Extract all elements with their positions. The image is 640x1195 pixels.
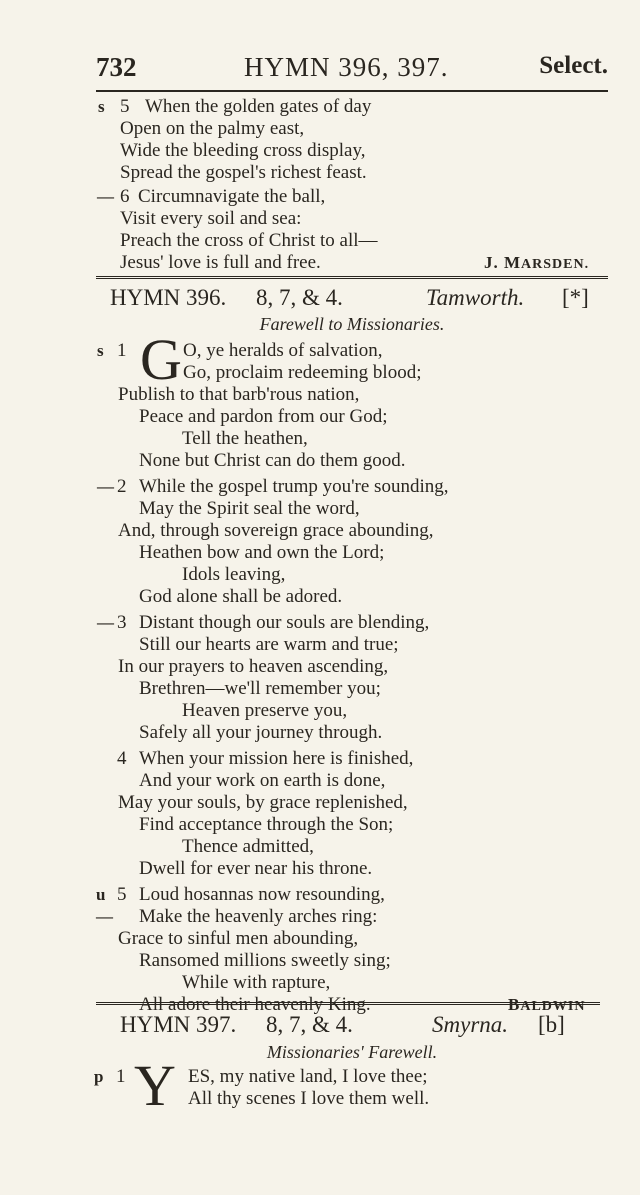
verse-line: While the gospel trump you're sounding,: [139, 476, 449, 497]
stanza-number: 1: [117, 340, 127, 361]
verse-line: Grace to sinful men abounding,: [118, 928, 359, 949]
verse-line: Loud hosannas now resounding,: [139, 884, 385, 905]
stanza-mark: —: [97, 477, 114, 496]
stanza-mark: —: [97, 613, 114, 632]
stanza-mark: u: [96, 885, 106, 904]
stanza-number: 4: [117, 748, 127, 769]
hymn-subtitle: Farewell to Missionaries.: [259, 314, 445, 334]
stanza-number: 5: [117, 884, 127, 905]
verse-line: O, ye heralds of salvation,: [183, 340, 383, 361]
verse-line: Wide the bleeding cross display,: [120, 140, 366, 161]
stanza-mark: s: [98, 97, 105, 116]
stanza-number: 5: [120, 96, 130, 117]
verse-line: When the golden gates of day: [145, 96, 372, 117]
hymn-divider: [96, 1002, 600, 1005]
verse-line: Jesus' love is full and free.: [120, 252, 321, 273]
verse-line: ES, my native land, I love thee;: [188, 1066, 428, 1087]
verse-line: And, through sovereign grace abounding,: [118, 520, 434, 541]
verse-line: Open on the palmy east,: [120, 118, 305, 139]
hymn-396-heading: [110, 285, 600, 315]
stanza-number: 6: [120, 186, 130, 207]
drop-cap: G: [140, 327, 182, 392]
verse-line: Circumnavigate the ball,: [138, 186, 326, 207]
hymn-mark: [b]: [538, 1012, 565, 1037]
verse-line: Heaven preserve you,: [182, 700, 348, 721]
running-title: HYMN 396, 397.: [244, 52, 449, 82]
stanza-number: 3: [117, 612, 127, 633]
stanza-mark: s: [97, 341, 104, 360]
verse-line: Brethren—we'll remember you;: [139, 678, 381, 699]
verse-line: Still our hearts are warm and true;: [139, 634, 399, 655]
verse-line: In our prayers to heaven ascending,: [118, 656, 389, 677]
author-initial: B: [508, 995, 521, 1014]
section-label: Select.: [539, 52, 608, 79]
verse-line: Dwell for ever near his throne.: [139, 858, 373, 879]
verse-line: All thy scenes I love them well.: [188, 1088, 430, 1109]
hymn-tune: Tamworth.: [426, 285, 525, 310]
hymn-subtitle: Missionaries' Farewell.: [266, 1042, 438, 1062]
verse-line: Peace and pardon from our God;: [139, 406, 388, 427]
verse-line: Preach the cross of Christ to all—: [120, 230, 378, 251]
head-rule: [96, 90, 608, 92]
verse-line: Find acceptance through the Son;: [139, 814, 394, 835]
stanza-mark-2: —: [96, 907, 113, 926]
verse-line: Ransomed millions sweetly sing;: [139, 950, 391, 971]
verse-line: Distant though our souls are blending,: [139, 612, 430, 633]
verse-line: Make the heavenly arches ring:: [139, 906, 378, 927]
stanza-number: 2: [117, 476, 127, 497]
verse-line: Visit every soil and sea:: [120, 208, 302, 229]
drop-cap: Y: [134, 1053, 176, 1118]
verse-line: None but Christ can do them good.: [139, 450, 406, 471]
verse-line: May the Spirit seal the word,: [139, 498, 360, 519]
verse-line: May your souls, by grace replenished,: [118, 792, 408, 813]
verse-line: Safely all your journey through.: [139, 722, 383, 743]
verse-line: Tell the heathen,: [182, 428, 308, 449]
author-credit: [484, 252, 589, 276]
hymn-meter: 8, 7, & 4.: [266, 1012, 353, 1037]
verse-line: Go, proclaim redeeming blood;: [183, 362, 422, 383]
author-initial: J. M: [484, 253, 522, 272]
hymn-mark: [*]: [562, 285, 589, 310]
running-head: [96, 52, 608, 86]
verse-line: Publish to that barb'rous nation,: [118, 384, 360, 405]
stanza-mark: —: [97, 187, 114, 206]
hymn-meter: 8, 7, & 4.: [256, 285, 343, 310]
verse-line: Idols leaving,: [182, 564, 286, 585]
verse-line: When your mission here is finished,: [139, 748, 414, 769]
hymn-label: HYMN 397.: [120, 1012, 237, 1037]
author-rest: ALDWIN: [520, 999, 586, 1014]
verse-line: Thence admitted,: [182, 836, 314, 857]
hymn-label: HYMN 396.: [110, 285, 227, 310]
page-number: 732: [96, 52, 137, 82]
verse-line: While with rapture,: [182, 972, 331, 993]
stanza-number: 1: [116, 1066, 126, 1087]
author-rest: ARSDEN.: [521, 257, 590, 272]
verse-line: Heathen bow and own the Lord;: [139, 542, 385, 563]
verse-line: Spread the gospel's richest feast.: [120, 162, 367, 183]
hymn-divider: [96, 276, 608, 279]
hymn-397-heading: [120, 1012, 610, 1042]
hymn-tune: Smyrna.: [432, 1012, 509, 1037]
verse-line: All adore their heavenly King.: [139, 994, 371, 1015]
stanza-mark: p: [94, 1067, 104, 1086]
verse-line: And your work on earth is done,: [139, 770, 386, 791]
verse-line: God alone shall be adored.: [139, 586, 343, 607]
